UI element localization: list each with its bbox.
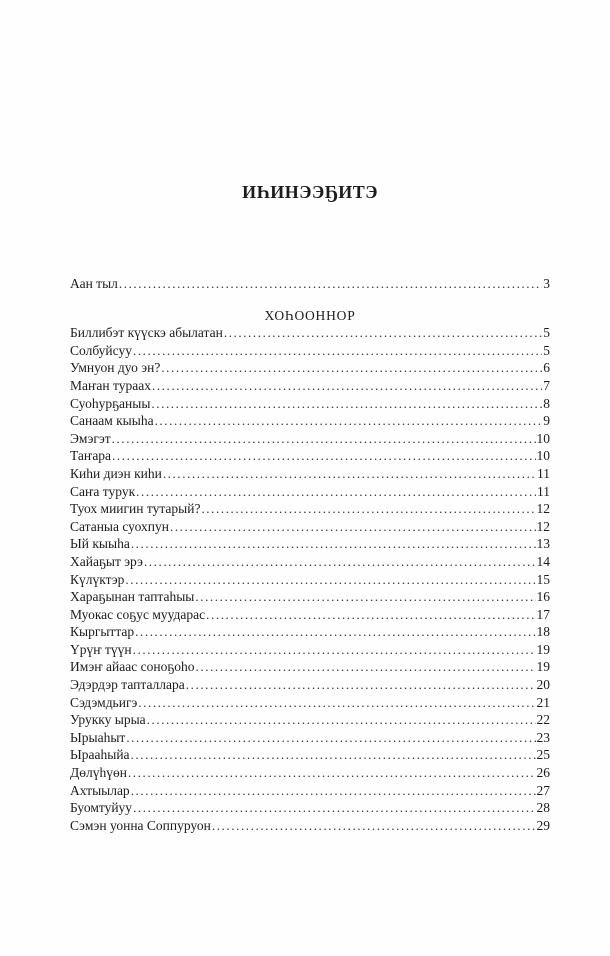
toc-entry-page: 19 [536,659,550,675]
toc-entry-page: 11 [537,483,550,499]
toc-entry [70,342,550,360]
toc-entry [70,782,550,800]
dot-leader [131,782,536,800]
toc-entry-label: Ый кыыһа [70,536,130,552]
toc-entry-label: Ырыаһыт [70,729,126,745]
toc-entry-foreword [70,275,550,293]
toc-entry-page: 19 [536,641,550,657]
toc-entry-label: Кыргыттар [70,624,135,640]
toc-entry-page: 5 [543,325,550,341]
dot-leader [112,430,536,448]
toc-entry-label: Күлүктэр [70,571,125,587]
dot-leader [131,535,536,553]
section-heading: ХОҺООННОР [264,307,356,323]
toc-entry [70,764,550,782]
toc-entry-label: Хайаҕыт эрэ [70,553,143,569]
toc-entry-label: Ырааһыйа [70,747,130,763]
toc-entry-page: 25 [536,747,550,763]
toc-entry-page: 29 [536,817,550,833]
toc-entry [70,483,550,501]
toc-entry-page: 16 [536,589,550,605]
dot-leader [126,729,535,747]
toc-content [70,0,550,834]
toc-entry-label: Сэдэмдьигэ [70,694,138,710]
dot-leader [186,676,536,694]
dot-leader [155,412,543,430]
toc-entry-label: Буомтуйуу [70,800,133,816]
dot-leader [128,764,536,782]
dot-leader [201,500,535,518]
toc-entry-label: Киһи диэн киһи [70,465,162,481]
toc-entry-label: Эмэгэт [70,430,111,446]
toc-entry-label: Туох миигин тутарый? [70,501,201,517]
toc-entry-page: 12 [536,518,550,534]
dot-leader [125,571,535,589]
toc-entry [70,395,550,413]
toc-entry-page: 15 [536,571,550,587]
dot-leader [133,342,542,360]
dot-leader [133,641,536,659]
toc-entry-page: 17 [536,606,550,622]
toc-entry [70,588,550,606]
toc-entry-page: 21 [536,694,550,710]
toc-entry [70,430,550,448]
toc-entry [70,711,550,729]
toc-entry [70,571,550,589]
toc-entry-page: 22 [536,712,550,728]
toc-entry-page: 28 [536,800,550,816]
toc-entry [70,817,550,835]
toc-entry [70,606,550,624]
toc-entry [70,694,550,712]
toc-entry-page: 26 [536,765,550,781]
toc-entry-label: Таҥара [70,448,112,464]
toc-entry-page: 20 [536,677,550,693]
toc-entry-page: 14 [536,553,550,569]
toc-entry-label: Ахтыылар [70,782,130,798]
toc-entry-page: 18 [536,624,550,640]
toc-entry-label: Дөлүһүөн [70,765,127,781]
dot-leader [161,359,542,377]
toc-entry-page: 23 [536,729,550,745]
toc-entry [70,412,550,430]
toc-entry [70,658,550,676]
dot-leader [206,606,535,624]
toc-entry-label: Аан тыл [70,276,118,291]
toc-entry-label: Солбуйсуу [70,342,132,358]
toc-entry-page: 5 [543,342,550,358]
toc-entry [70,500,550,518]
toc-entry-label: Саҥа турук [70,483,136,499]
toc-entry-label: Умнуон дуо эн? [70,360,161,376]
dot-leader [170,518,536,536]
toc-entry-label: Муокас соҕус муударас [70,606,206,622]
toc-entry-page: 7 [543,377,550,393]
toc-entry [70,518,550,536]
toc-entry-label: Маҥан тураах [70,377,151,393]
toc-entry-label: Урукку ырыа [70,712,146,728]
dot-leader [152,377,542,395]
toc-entry-label: Хараҕынан таптаһыы [70,589,195,605]
toc-entry-label: Сатаныа суохпун [70,518,169,534]
toc-entry [70,465,550,483]
toc-entry-label: Биллибэт күүскэ абылатан [70,325,223,341]
dot-leader [144,553,536,571]
toc-entry-label: Үрүҥ түүн [70,641,132,657]
dot-leader [112,447,535,465]
dot-leader [133,799,535,817]
toc-entry [70,799,550,817]
toc-entry [70,553,550,571]
toc-entry [70,377,550,395]
toc-entry-page: 3 [543,276,550,291]
toc-entry [70,623,550,641]
toc-entry-label: Сэмэн уонна Соппуруон [70,817,211,833]
dot-leader [163,465,536,483]
dot-leader [224,324,542,342]
toc-entry [70,447,550,465]
toc-entry [70,729,550,747]
page-title: ИҺИНЭЭҔИТЭ [242,182,378,202]
dot-leader [151,395,542,413]
toc-entry [70,535,550,553]
toc-entry-page: 11 [537,465,550,481]
toc-entry-page: 10 [536,448,550,464]
toc-entry [70,324,550,342]
dot-leader [119,275,542,293]
dot-leader [196,658,536,676]
toc-entry [70,746,550,764]
dot-leader [212,817,536,835]
toc-entry-page: 27 [536,782,550,798]
toc-entry-label: Суоһурҕаныы [70,395,151,411]
toc-entry [70,641,550,659]
dot-leader [135,623,535,641]
toc-entry-label: Эдэрдэр тапталлара [70,677,185,693]
toc-entry-label: Имэҥ айаас соноҕоһо [70,659,195,675]
toc-entry-page: 13 [536,536,550,552]
toc-entry [70,359,550,377]
dot-leader [136,483,536,501]
toc-entry-page: 9 [543,413,550,429]
toc-entry-label: Санаам кыыһа [70,413,154,429]
dot-leader [138,694,535,712]
toc-entry-page: 8 [543,395,550,411]
toc-entry [70,676,550,694]
dot-leader [195,588,535,606]
toc-entry-page: 12 [536,501,550,517]
toc-entry-page: 6 [543,360,550,376]
toc-entry-page: 10 [536,430,550,446]
dot-leader [147,711,536,729]
dot-leader [131,746,536,764]
toc-entries [70,324,550,834]
